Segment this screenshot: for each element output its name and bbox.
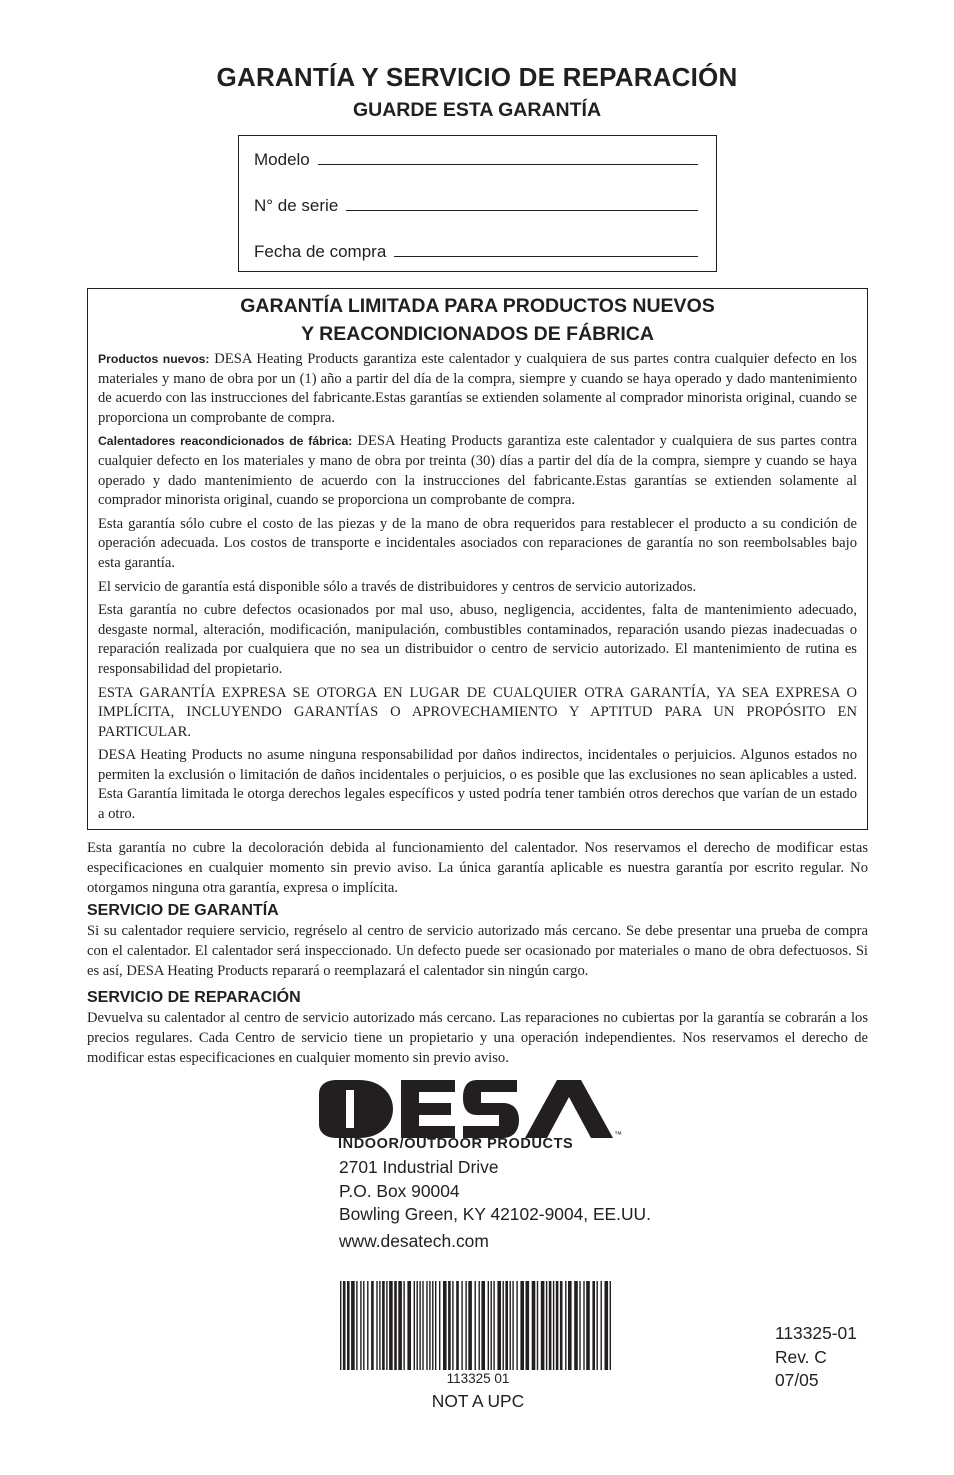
address-line-1: 2701 Industrial Drive (339, 1157, 499, 1177)
page-subtitle: GUARDE ESTA GARANTÍA (352, 99, 602, 121)
purchase-date-label: Fecha de compra (254, 242, 387, 261)
limited-warranty-title-line2: Y REACONDICIONADOS DE FÁBRICA (301, 323, 654, 345)
new-products-paragraph (98, 350, 857, 428)
model-field[interactable] (318, 164, 698, 165)
revision-date: 07/05 (775, 1370, 819, 1390)
address-line-2: P.O. Box 90004 (339, 1180, 460, 1201)
barcode (340, 1281, 615, 1370)
warranty-service-heading: SERVICIO DE GARANTÍA (87, 902, 279, 919)
coverage-paragraph: Esta garantía sólo cubre el costo de las piezas y de la mano de obra requeridos para restablecer el producto a su condición de operación adecuada. Los costos de transporte e incidentales asociados con reparaciones de garantía no son reembolsables bajo esta garantía. (98, 515, 857, 571)
new-products-lead: Productos nuevos: (98, 352, 210, 366)
warranty-service-text: Si su calentador requiere servicio, regréselo al centro de servicio autorizado más cercano. Se debe presentar una prueba de compra con el calentador. El calentador será inspeccionado. Un defecto puede ser ocasionado por materiales o mano de obra defectuosos. Si es así, DESA Heating Products reparará o reemplazará el calentador sin ningún cargo. (87, 923, 868, 980)
purchase-date-field[interactable] (394, 256, 698, 257)
barcode-note: NOT A UPC (431, 1391, 525, 1411)
refurbished-paragraph (98, 432, 857, 510)
address-line-3: Bowling Green, KY 42102-9004, EE.UU. (339, 1204, 651, 1224)
trademark-symbol: ™ (614, 1130, 622, 1139)
discoloration-paragraph: Esta garantía no cubre la decoloración debida al funcionamiento del calentador. Nos reservamos el derecho de modificar estas especificaciones en cualquier momento sin previo aviso. La única garantía aplicable es nuestra garantía por escrito regular. No otorgamos ninguna otra garantía, expresa o implícita. (87, 840, 868, 897)
company-website[interactable]: www.desatech.com (339, 1231, 489, 1251)
serial-label: N° de serie (254, 196, 339, 215)
barcode-number: 113325 01 (446, 1371, 510, 1386)
part-number: 113325-01 (775, 1323, 857, 1343)
model-row (254, 150, 698, 170)
model-label: Modelo (254, 150, 310, 169)
purchase-record-box (238, 135, 717, 272)
limited-warranty-title (98, 292, 857, 348)
document-reference (775, 1322, 857, 1393)
warranty-service-section (87, 901, 868, 982)
repair-service-section (87, 988, 868, 1069)
company-address (339, 1156, 651, 1227)
purchase-date-row (254, 242, 698, 262)
express-warranty-paragraph: ESTA GARANTÍA EXPRESA SE OTORGA EN LUGAR DE CUALQUIER OTRA GARANTÍA, YA SEA EXPRESA O IMPLÍCITA, INCLUYENDO GARANTÍAS O APROVECHAMIENTO Y APTITUD PARA UN PROPÓSITO EN PARTICULAR. (98, 684, 857, 740)
refurbished-text: DESA Heating Products garantiza este calentador y cualquiera de sus partes contra cualquier defecto en los materiales y mano de obra por treinta (30) días a partir del día de la compra, siempre y cuando se haya operado y dado mantenimiento de acuerdo con la instrucciones del fabricante.Estas garantías se extienden solamente al comprador minorista original, cuando se proporciona un comprobante de compra. (98, 433, 857, 509)
page-title: GARANTÍA Y SERVICIO DE REPARACIÓN (216, 62, 738, 92)
serial-field[interactable] (346, 210, 698, 211)
limited-warranty-title-line1: GARANTÍA LIMITADA PARA PRODUCTOS NUEVOS (240, 295, 715, 317)
repair-service-heading: SERVICIO DE REPARACIÓN (87, 989, 301, 1006)
new-products-text: DESA Heating Products garantiza este calentador y cualquiera de sus partes contra cualquier defecto en los materiales y mano de obra por un (1) año a partir del día de la compra, siempre y cuando se haya operado y dado mantenimiento de acuerdo con las instrucciones del fabricante.Estas garantías se extienden solamente al comprador minorista original, cuando se proporciona un comprobante de compra. (98, 351, 857, 426)
liability-paragraph: DESA Heating Products no asume ninguna responsabilidad por daños indirectos, incidentales o perjuicios. Algunos estados no permiten la exclusión o limitación de daños incidentales o perjuicios, o es posible que las exclusiones no sean aplicables a usted. Esta Garantía limitada le otorga derechos legales específicos y usted podría tener también otros derechos que varían de un estado a otro. (98, 747, 857, 823)
serial-row (254, 196, 698, 216)
repair-service-text: Devuelva su calentador al centro de servicio autorizado más cercano. Las reparaciones no cubiertas por la garantía se cobrarán a los precios regulares. Cada Centro de servicio tiene un propietario y una operación independientes. Nos reservamos el derecho de modificar estas especificaciones en cualquier momento sin previo aviso. (87, 1010, 868, 1067)
discoloration-section (87, 838, 868, 899)
availability-paragraph: El servicio de garantía está disponible sólo a través de distribuidores y centros de servicio autorizados. (98, 578, 697, 595)
logo-tagline: INDOOR/OUTDOOR PRODUCTS (338, 1136, 574, 1152)
refurbished-lead: Calentadores reacondicionados de fábrica: (98, 434, 353, 449)
limited-warranty-box (87, 288, 868, 830)
revision: Rev. C (775, 1346, 827, 1367)
exclusions-paragraph: Esta garantía no cubre defectos ocasionados por mal uso, abuso, negligencia, accidentes, falta de mantenimiento adecuado, desgaste normal, alteración, modificación, manipulación, combustibles contaminados, reparación usando piezas inadecuadas o reparación realizada por cualquiera que no sea un distribuidor o centro de servicio autorizado. El mantenimiento de rutina es responsabilidad del propietario. (98, 602, 857, 677)
